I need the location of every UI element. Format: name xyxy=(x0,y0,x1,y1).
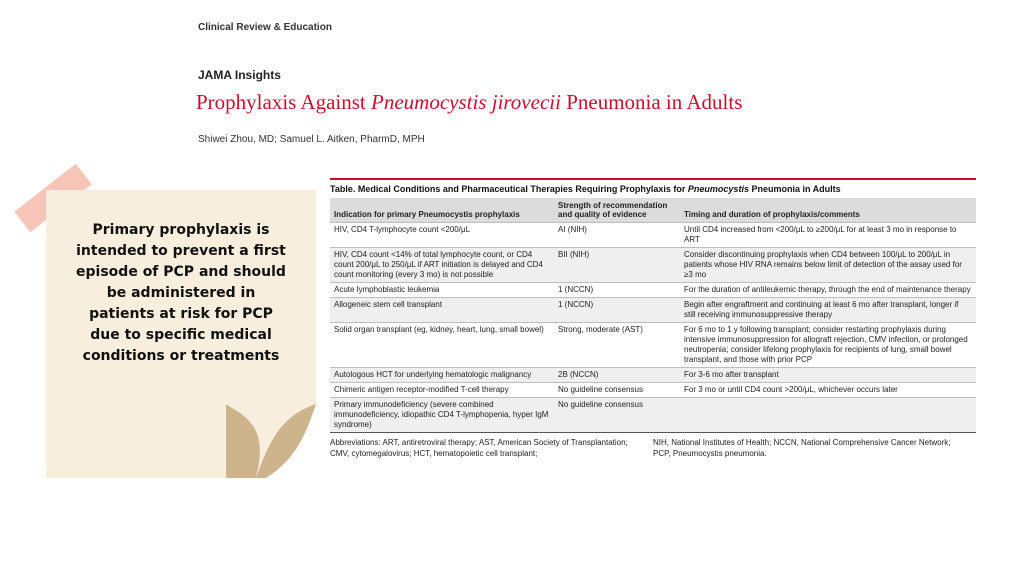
caption-part-1: Table. Medical Conditions and Pharmaceutical Therapies Requiring Prophylaxis for xyxy=(330,184,688,194)
cell-strength: 1 (NCCN) xyxy=(554,298,680,323)
title-part-1: Prophylaxis Against xyxy=(196,90,372,114)
cell-strength: Strong, moderate (AST) xyxy=(554,323,680,368)
table-row xyxy=(330,323,976,368)
cell-timing: For 6 mo to 1 y following transplant; consider restarting prophylaxis during intensive immunosuppression for allograft rejection, CMV infection, or prolonged neutropenia; consider lifelong prophylaxis for recipients of lung, small bowel transplant, and those with prior PCP xyxy=(680,323,976,368)
cell-strength: 1 (NCCN) xyxy=(554,283,680,298)
abbreviations xyxy=(330,433,976,459)
series-label: JAMA Insights xyxy=(198,68,281,82)
cell-strength: BII (NIH) xyxy=(554,248,680,283)
column-header-timing: Timing and duration of prophylaxis/comments xyxy=(684,210,860,219)
cell-indication: HIV, CD4 T-lymphocyte count <200/μL xyxy=(330,223,554,248)
table-header-row xyxy=(330,198,976,223)
abbreviations-left: Abbreviations: ART, antiretroviral therapy; AST, American Society of Transplantation; CMV, cytomegalovirus; HCT, hematopoietic cell transplant; xyxy=(330,438,628,458)
cell-indication: Primary immunodeficiency (severe combined immunodeficiency, idiopathic CD4 T-lymphopenia, hyper IgM syndrome) xyxy=(330,398,554,433)
abbreviations-right: NIH, National Institutes of Health; NCCN, National Comprehensive Cancer Network; PCP, Pneumocystis pneumonia. xyxy=(653,438,951,458)
note-text: Primary prophylaxis is intended to prevent a first episode of PCP and should be administered in patients at risk for PCP due to specific medical conditions or treatments xyxy=(76,222,286,364)
authors: Shiwei Zhou, MD; Samuel L. Aitken, PharmD, MPH xyxy=(198,134,425,145)
table-body xyxy=(330,223,976,433)
article-title xyxy=(196,90,742,115)
cell-strength: 2B (NCCN) xyxy=(554,368,680,383)
table-row xyxy=(330,298,976,323)
caption-part-2: Pneumonia in Adults xyxy=(748,184,841,194)
cell-timing: Until CD4 increased from <200/μL to ≥200/μL for at least 3 mo in response to ART xyxy=(680,223,976,248)
cell-timing: For 3 mo or until CD4 count >200/μL, whichever occurs later xyxy=(680,383,976,398)
cell-strength: No guideline consensus xyxy=(554,398,680,433)
cell-timing: Consider discontinuing prophylaxis when CD4 between 100/μL to 200/μL in patients whose HIV RNA remains below limit of detection of the assay used for ≥3 mo xyxy=(680,248,976,283)
table-row xyxy=(330,283,976,298)
table-container xyxy=(330,178,976,459)
cell-indication: HIV, CD4 count <14% of total lymphocyte count, or CD4 count 200/μL to 250/μL if ART initiation is delayed and CD4 count monitoring (every 3 mo) is not possible xyxy=(330,248,554,283)
cell-indication: Chimeric antigen receptor-modified T-cell therapy xyxy=(330,383,554,398)
column-header-indication: Indication for primary Pneumocystis prophylaxis xyxy=(334,210,520,219)
prophylaxis-table xyxy=(330,198,976,432)
cell-timing: Begin after engraftment and continuing at least 6 mo after transplant, longer if still receiving immunosuppressive therapy xyxy=(680,298,976,323)
cell-indication: Solid organ transplant (eg, kidney, heart, lung, small bowel) xyxy=(330,323,554,368)
caption-italic: Pneumocystis xyxy=(687,184,749,194)
cell-strength: No guideline consensus xyxy=(554,383,680,398)
table-row xyxy=(330,248,976,283)
note-fold-corner xyxy=(226,404,316,478)
title-part-2: Pneumonia in Adults xyxy=(560,90,743,114)
title-italic: Pneumocystis jirovecii xyxy=(371,90,561,114)
cell-indication: Acute lymphoblastic leukemia xyxy=(330,283,554,298)
cell-indication: Allogeneic stem cell transplant xyxy=(330,298,554,323)
column-header-strength: Strength of recommendation and quality of evidence xyxy=(558,201,668,219)
cell-timing xyxy=(680,398,976,433)
table-row xyxy=(330,223,976,248)
cell-timing: For 3-6 mo after transplant xyxy=(680,368,976,383)
section-kicker: Clinical Review & Education xyxy=(198,22,332,33)
table-row xyxy=(330,383,976,398)
cell-timing: For the duration of antileukemic therapy, through the end of maintenance therapy xyxy=(680,283,976,298)
table-row xyxy=(330,368,976,383)
cell-indication: Autologous HCT for underlying hematologic malignancy xyxy=(330,368,554,383)
table-row xyxy=(330,398,976,433)
table-caption xyxy=(330,180,976,198)
cell-strength: AI (NIH) xyxy=(554,223,680,248)
